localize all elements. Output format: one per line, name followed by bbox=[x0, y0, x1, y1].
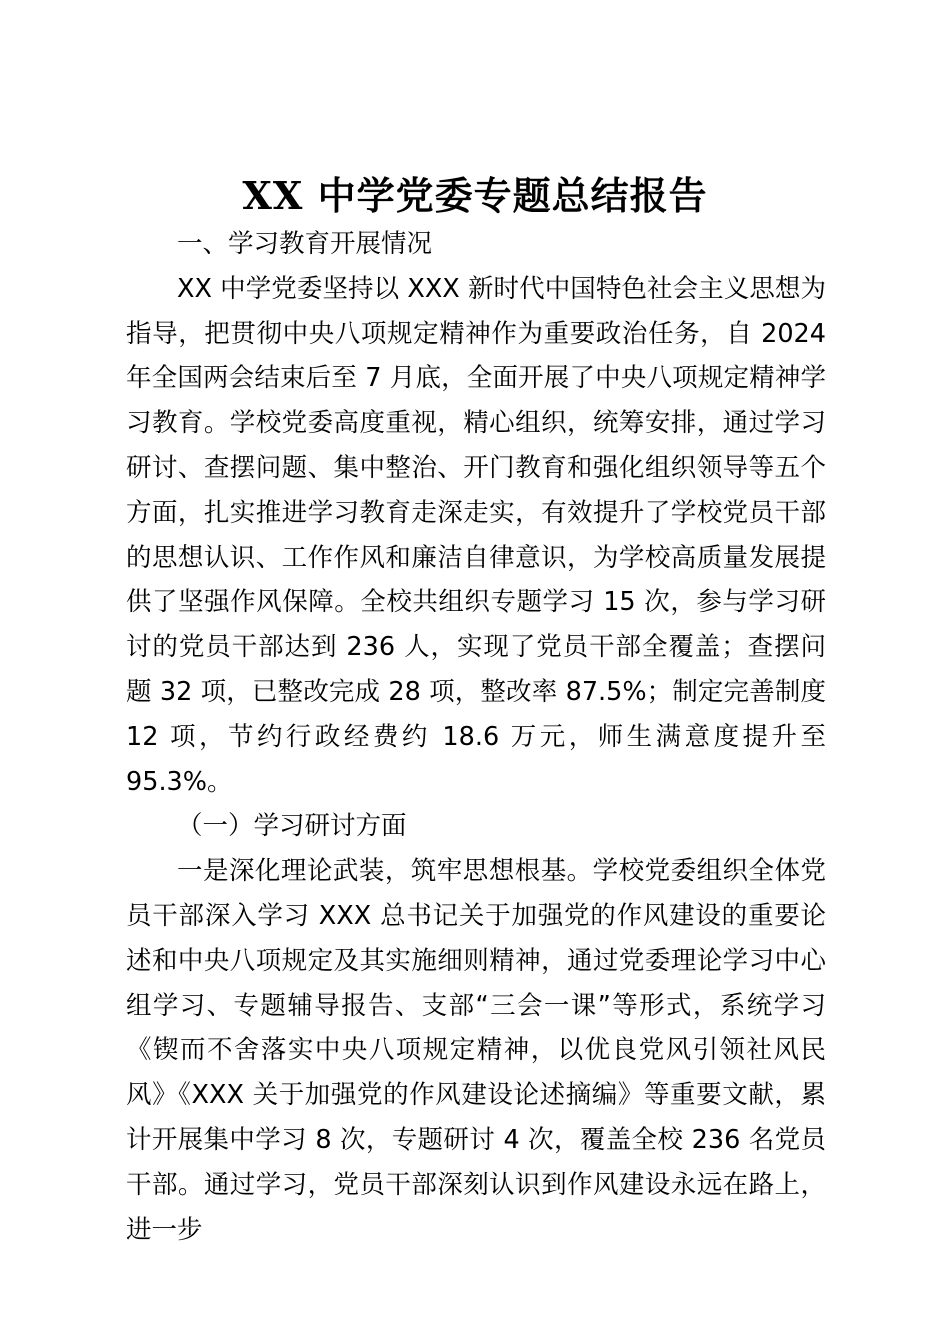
subsection-heading: （一）学习研讨方面 bbox=[177, 811, 407, 842]
document-body bbox=[126, 222, 826, 1252]
page-title: XX 中学党委专题总结报告 bbox=[242, 173, 708, 218]
paragraph: 一是深化理论武装，筑牢思想根基。学校党委组织全体党员干部深入学习 XXX 总书记关于加强党的作风建设的重要论述和中央八项规定及其实施细则精神，通过党委理论学习中心组学习、专题辅导报告、支部“三会一课”等形式，系统学习《锲而不舍落实中央八项规定精神，以优良党风引领社风民风》《XXX 关于加强党的作风建设论述摘编》等重要文献，累计开展集中学习 8 次，专题研讨 4 次，覆盖全校 236 名党员干部。通过学习，党员干部深刻认识到作风建设永远在路上，进一步 bbox=[126, 856, 826, 1245]
section-heading: 一、学习教育开展情况 bbox=[177, 229, 433, 259]
paragraph: XX 中学党委坚持以 XXX 新时代中国特色社会主义思想为指导，把贯彻中央八项规定精神作为重要政治任务，自 2024 年全国两会结束后至 7 月底，全面开展了中央八项规定精神学习教育。学校党委高度重视，精心组织，统筹安排，通过学习研讨、查摆问题、集中整治、开门教育和强化组织领导等五个方面，扎实推进学习教育走深走实，有效提升了学校党员干部的思想认识、工作作风和廉洁自律意识，为学校高质量发展提供了坚强作风保障。全校共组织专题学习 15 次，参与学习研讨的党员干部达到 236 人，实现了党员干部全覆盖；查摆问题 32 项，已整改完成 28 项，整改率 87.5%；制定完善制度 12 项，节约行政经费约 18.6 万元，师生满意度提升至 95.3%。 bbox=[126, 273, 826, 797]
